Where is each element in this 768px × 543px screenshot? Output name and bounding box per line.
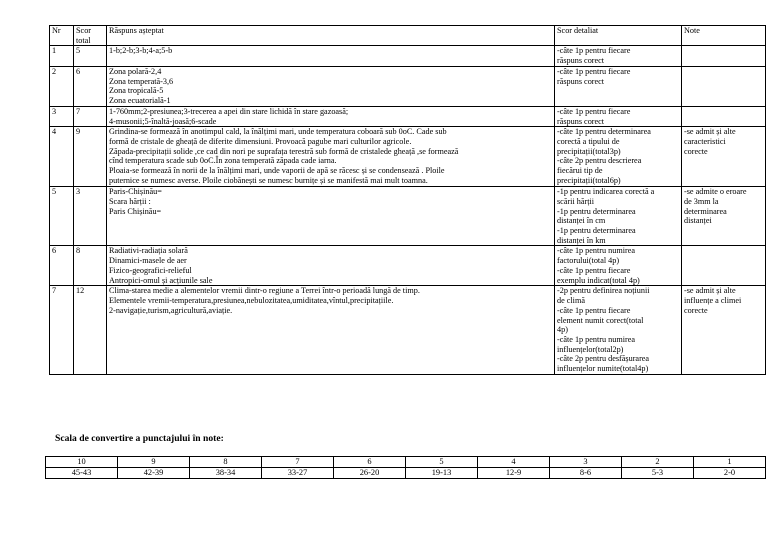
scale-range-cell: 5-3 [622,468,694,479]
scale-range-cell: 33-27 [262,468,334,479]
scale-range-cell: 45-43 [46,468,118,479]
cell-detail-line: distanței în km [557,235,606,245]
cell-nr: 7 [50,286,74,374]
cell-detail-line: -câte 1p pentru fiecare [557,66,631,76]
cell-answer-line: formă de cristale de gheață de diferite dimensiuni. Provoacă pagube mari culturilor agricole. [109,136,412,146]
cell-answer-line: 4-musonii;5-înaltă-joasă;6-scade [109,116,217,126]
scale-grade-cell: 3 [550,457,622,468]
cell-answer-line: Zona tropicală-5 [109,86,164,96]
scale-range-cell: 26-20 [334,468,406,479]
cell-detail-line: răspuns corect [557,76,605,86]
cell-score: 8 [74,246,107,286]
cell-detail-line: precipitații(total6p) [557,175,621,185]
cell-note [682,246,766,286]
scale-grade-cell: 2 [622,457,694,468]
cell-detail-line: precipitații(total3p) [557,146,621,156]
cell-detail-line: -1p pentru determinarea [557,226,636,236]
cell-score: 12 [74,286,107,374]
header-score-total-line: total [76,35,91,45]
cell-answer-line: Ploaia-se formează în norii de la înălțimi mari, unde vaporii de apă se răcesc și se condensează . Ploile [109,166,445,176]
scale-range-cell: 2-0 [694,468,766,479]
cell-detail-line: -câte 1p pentru fiecare [557,265,631,275]
cell-answer-line: Radiativi-radiația solară [109,246,188,256]
scale-title: Scala de convertire a punctajului în note: [55,433,224,444]
scale-grades-row [46,457,766,468]
header-detailed-score: Scor detaliat [555,26,682,46]
cell-detail-line: -câte 2p pentru descrierea [557,156,642,166]
cell-answer-line: Zona ecuatorială-1 [109,95,171,105]
cell-nr: 6 [50,246,74,286]
cell-detail-line: -2p pentru definirea noțiunii [557,286,650,296]
cell-answer [107,286,555,374]
cell-detail-line: răspuns corect [557,56,605,66]
cell-detail [555,66,682,106]
cell-note-line: distanței [684,216,712,226]
scale-grade-cell: 7 [262,457,334,468]
cell-answer-line: 1-b;2-b;3-b;4-a;5-b [109,46,173,56]
cell-detail-line: -câte 1p pentru determinarea [557,127,651,137]
scale-grade-cell: 10 [46,457,118,468]
scale-grade-cell: 5 [406,457,478,468]
table-row [50,187,766,246]
cell-nr: 4 [50,127,74,187]
cell-answer [107,187,555,246]
scale-grade-cell: 8 [190,457,262,468]
cell-answer-line: Fizico-geografici-relieful [109,265,192,275]
cell-answer [107,127,555,187]
cell-detail-line: de climă [557,296,585,306]
cell-answer-line: Zona temperată-3,6 [109,76,174,86]
cell-note-line: de 3mm la [684,196,719,206]
cell-detail-line: -câte 1p pentru fiecare [557,305,631,315]
cell-answer-line: puternice se numesc averse. Ploile ciobănești se numesc burnițe și se manifestă mai mult toamna. [109,175,428,185]
cell-answer-line: 1-760mm;2-presiunea;3-trecerea a apei din stare lichidă în stare gazoasă; [109,106,349,116]
cell-score: 7 [74,106,107,126]
scale-range-cell: 12-9 [478,468,550,479]
cell-detail-line: -câte 1p pentru fiecare [557,106,631,116]
cell-note [682,187,766,246]
cell-detail-line: exemplu indicat(total 4p) [557,275,640,285]
cell-answer-line: Grindina-se formează în anotimpul cald, la înălțimi mari, unde temperatura coboară sub 0oC. Cade sub [109,127,447,137]
cell-detail-line: răspuns corect [557,116,605,126]
cell-detail-line: -câte 2p pentru desfășurarea [557,354,650,364]
cell-answer-line: Paris-Chișinău= [109,187,162,197]
cell-answer-line: Zona polară-2,4 [109,66,162,76]
cell-score: 6 [74,66,107,106]
scale-grade-cell: 1 [694,457,766,468]
cell-note-line: -se admit și alte [684,286,736,296]
cell-note [682,106,766,126]
cell-detail [555,246,682,286]
cell-answer [107,106,555,126]
cell-note [682,66,766,106]
table-row [50,246,766,286]
table-row [50,46,766,66]
cell-nr: 5 [50,187,74,246]
grading-table-body [50,46,766,374]
header-nr: Nr [50,26,74,46]
cell-answer-line: cînd temperatura scade sub 0oC.În zona temperată zăpada cade iarna. [109,156,337,166]
cell-note-line: influențe a climei [684,296,742,306]
cell-answer-line: Antropici-omul și acțiunile sale [109,275,213,285]
header-notes: Note [682,26,766,46]
grading-table [49,25,766,375]
scale-range-cell: 42-39 [118,468,190,479]
cell-note-line: -se admit și alte [684,127,736,137]
cell-answer [107,46,555,66]
table-row [50,66,766,106]
scale-ranges-row [46,468,766,479]
table-row [50,127,766,187]
cell-detail [555,286,682,374]
header-expected-answer: Răspuns așteptat [107,26,555,46]
cell-answer [107,246,555,286]
cell-detail-line: -câte 1p pentru fiecare [557,46,631,56]
table-row [50,286,766,374]
table-row [50,106,766,126]
cell-nr: 2 [50,66,74,106]
cell-answer-line: Zăpada-precipitații solide ,ce cad din nori pe suprafața terestră sub formă de cristalede gheață ,se formează [109,146,459,156]
cell-note-line: corecte [684,305,708,315]
cell-score: 3 [74,187,107,246]
cell-detail [555,46,682,66]
cell-note-line: corecte [684,146,708,156]
cell-note [682,46,766,66]
scale-range-cell: 8-6 [550,468,622,479]
header-score-total-line: Scor [76,26,92,35]
cell-answer-line: Dinamici-masele de aer [109,256,187,266]
cell-note-line: -se admite o eroare [684,187,747,197]
cell-detail-line: influențelor(total2p) [557,344,624,354]
cell-detail-line: -câte 1p pentru numirea [557,246,635,256]
cell-detail-line: factorului(total 4p) [557,256,620,266]
cell-answer-line: Paris Chișinău= [109,206,162,216]
cell-note-line: caracteristici [684,136,726,146]
cell-note [682,127,766,187]
cell-answer [107,66,555,106]
cell-nr: 1 [50,46,74,66]
scale-grade-cell: 6 [334,457,406,468]
scale-range-cell: 19-13 [406,468,478,479]
cell-detail-line: influențelor numite(total4p) [557,364,649,374]
cell-detail-line: -1p pentru determinarea [557,206,636,216]
scale-grade-cell: 4 [478,457,550,468]
cell-nr: 3 [50,106,74,126]
cell-detail-line: fiecărui tip de [557,166,603,176]
scale-range-cell: 38-34 [190,468,262,479]
cell-detail-line: 4p) [557,325,568,335]
header-score-total [74,26,107,46]
header-row [50,26,766,46]
grade-scale-table [45,456,766,479]
cell-score: 5 [74,46,107,66]
cell-note [682,286,766,374]
scale-grade-cell: 9 [118,457,190,468]
cell-answer-line: Elementele vremii-temperatura,presiunea,nebulozitatea,umiditatea,vîntul,precipitațiile. [109,296,394,306]
cell-detail [555,106,682,126]
cell-note-line: determinarea [684,206,727,216]
cell-detail-line: distanței în cm [557,216,606,226]
cell-detail-line: -câte 1p pentru numirea [557,334,635,344]
cell-detail-line: -1p pentru indicarea corectă a [557,187,655,197]
cell-detail-line: corectă a tipului de [557,136,620,146]
cell-detail [555,127,682,187]
cell-detail [555,187,682,246]
cell-detail-line: scării hărții [557,196,595,206]
cell-score: 9 [74,127,107,187]
cell-answer-line: Scara hărții : [109,196,151,206]
cell-answer-line: 2-navigație,turism,agricultură,aviație. [109,305,233,315]
cell-answer-line: Clima-starea medie a alementelor vremii dintr-o regiune a Terrei într-o perioadă lungă de timp. [109,286,420,296]
cell-detail-line: element numit corect(total [557,315,644,325]
